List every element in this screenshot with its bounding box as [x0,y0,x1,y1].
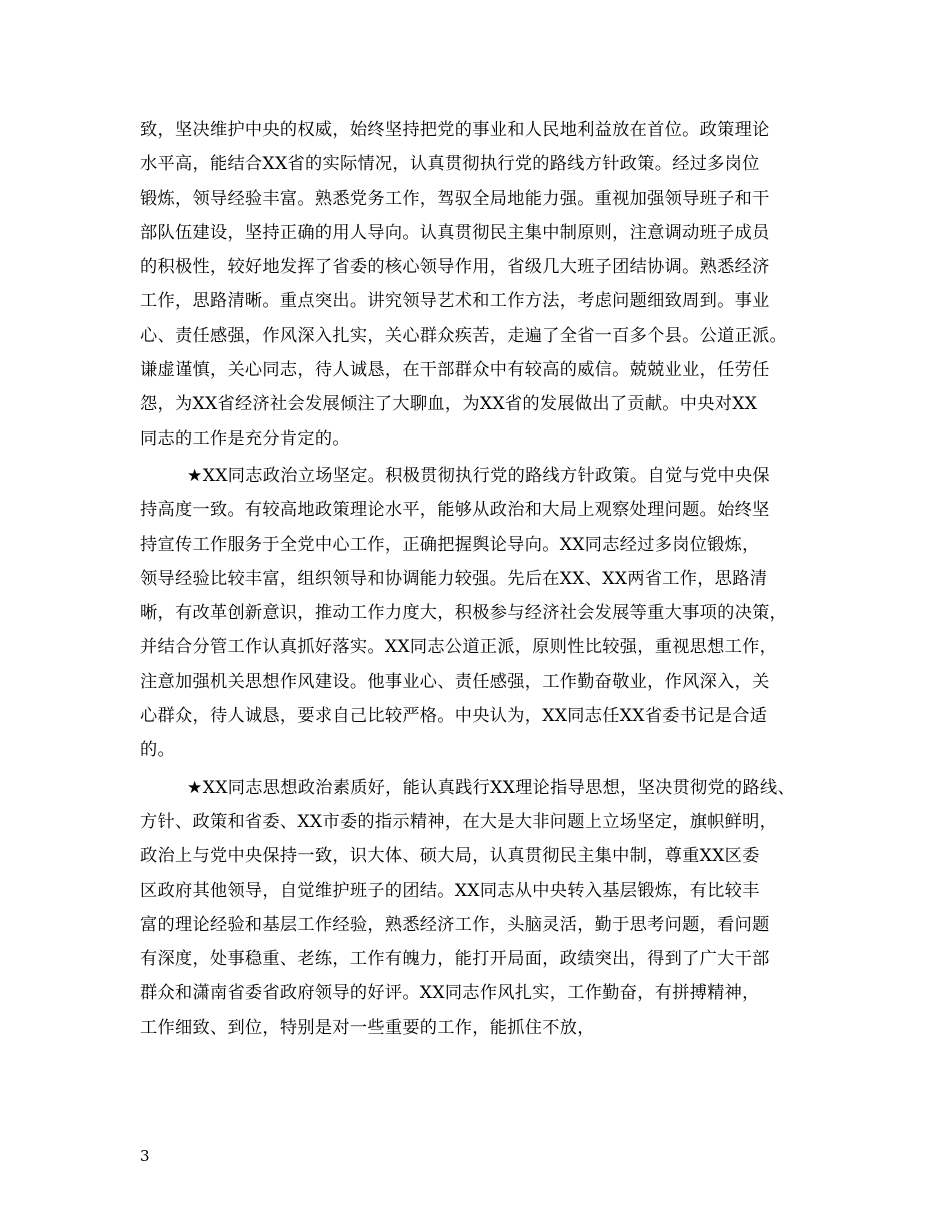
text-line: 持高度一致。有较高地政策理论水平，能够从政治和大局上观察处理问题。始终坚 [140,500,770,521]
text-line: 致，坚决维护中央的权威，始终坚持把党的事业和人民地利益放在首位。政策理论 [140,120,770,140]
text-line: 并结合分管工作认真抓好落实。XX同志公道正派，原则性比较强，重视思想工作， [140,637,778,658]
text-line: 部队伍建设，坚持正确的用人导向。认真贯彻民主集中制原则，注意调动班子成员 [140,222,770,243]
text-line: 晰，有改革创新意识，推动工作力度大，积极参与经济社会发展等重大事项的决策， [140,603,788,624]
text-line: 有深度，处事稳重、老练，工作有魄力，能打开局面，政绩突出，得到了广大干部 [140,949,770,970]
text-line: 区政府其他领导，自觉维护班子的团结。XX同志从中央转入基层锻炼，有比较丰 [140,880,760,901]
text-line: 心、责任感强，作风深入扎实，关心群众疾苦，走遍了全省一百多个县。公道正派。 [140,325,788,346]
text-line: 谦虚谨慎，关心同志，待人诚恳，在干部群众中有较高的威信。兢兢业业，任劳任 [140,360,770,381]
text-line: 政治上与党中央保持一致，识大体、硕大局，认真贯彻民主集中制，尊重XX区委 [140,846,760,867]
text-line: ★XX同志政治立场坚定。积极贯彻执行党的路线方针政策。自觉与党中央保 [187,465,770,486]
text-line: 心群众，待人诚恳，要求自己比较严格。中央认为，XX同志任XX省委书记是合适 [140,706,768,727]
text-line: 锻炼，领导经验丰富。熟悉党务工作，驾驭全局地能力强。重视加强领导班子和干 [140,188,770,209]
document-body [140,113,830,1048]
text-line: 的。 [140,740,175,761]
paragraph [140,113,830,456]
paragraph [140,459,830,768]
text-line: 持宣传工作服务于全党中心工作，正确把握舆论导向。XX同志经过多岗位锻炼， [140,534,760,555]
text-line: 水平高，能结合XX省的实际情况，认真贯彻执行党的路线方针政策。经过多岗位 [140,154,760,175]
text-line: 的积极性，较好地发挥了省委的核心领导作用，省级几大班子团结协调。熟悉经济 [140,257,770,278]
text-line: 注意加强机关思想作风建设。他事业心、责任感强，工作勤奋敬业，作风深入，关 [140,671,770,692]
paragraph [140,771,830,1045]
text-line: 富的理论经验和基层工作经验，熟悉经济工作，头脑灵活，勤于思考问题，看问题 [140,914,770,935]
text-line: 工作细致、到位，特别是对一些重要的工作，能抓住不放， [140,1017,595,1038]
text-line: 领导经验比较丰富，组织领导和协调能力较强。先后在XX、XX两省工作，思路清 [140,568,768,589]
text-line: ★XX同志思想政治素质好，能认真践行XX理论指导思想，坚决贯彻党的路线、 [187,777,795,798]
text-line: 怨，为XX省经济社会发展倾注了大聊血，为XX省的发展做出了贡献。中央对XX [140,394,758,415]
text-line: 工作，思路清晰。重点突出。讲究领导艺术和工作方法，考虑问题细致周到。事业 [140,291,770,312]
text-line: 方针、政策和省委、XX市委的指示精神，在大是大非问题上立场坚定，旗帜鲜明， [140,811,778,832]
text-line: 同志的工作是充分肯定的。 [140,428,350,449]
text-line: 群众和潇南省委省政府领导的好评。XX同志作风扎实，工作勤奋，有拼搏精神， [140,983,760,1004]
page-number: 3 [140,1147,150,1165]
